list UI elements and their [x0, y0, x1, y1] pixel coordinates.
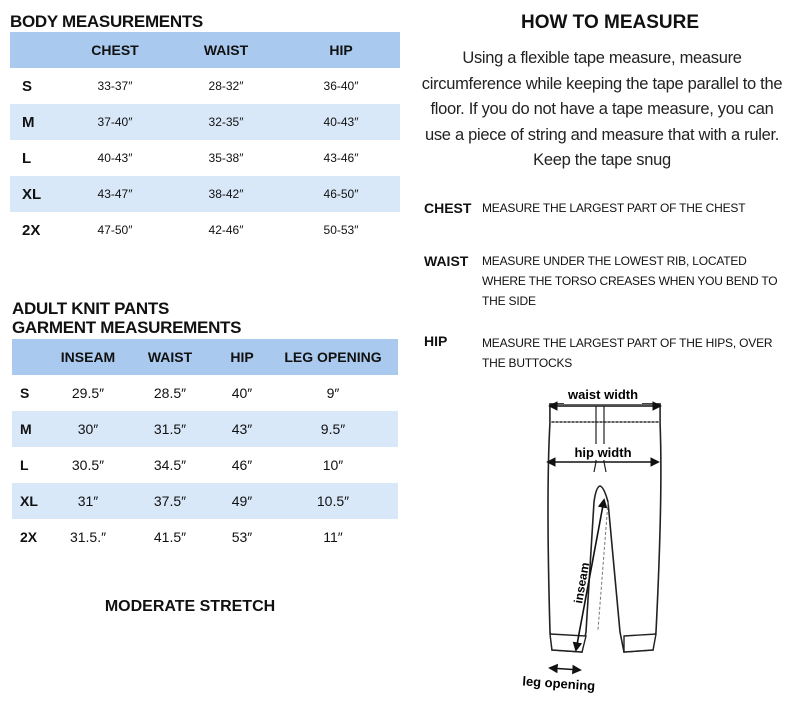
column-header: WAIST [124, 339, 216, 375]
measurement-cell: 42-46″ [208, 223, 244, 237]
measurement-cell: 28.5″ [153, 385, 187, 401]
how-to-measure-text: Using a flexible tape measure, measure circumference while keeping the tape parallel to the floor. If you do not have a tape measure, you can use a piece of string and measure that with a ruler. Keep the tape snug [421, 49, 783, 169]
hip-width-label: hip width [574, 445, 632, 460]
leg-opening-arrow [550, 668, 580, 670]
column-header: LEG OPENING [268, 339, 398, 375]
measurement-cell: 36-40″ [323, 79, 359, 93]
how-to-measure-title: HOW TO MEASURE [520, 12, 700, 33]
measurement-cell: 10.5″ [268, 483, 398, 519]
table-row [12, 447, 398, 483]
table-header-row [10, 32, 400, 68]
measurement-cell: 37-40″ [60, 104, 170, 140]
stretch-label: MODERATE STRETCH [104, 598, 276, 615]
waist-width-label: waist width [567, 387, 639, 402]
garment-measurements-table [12, 339, 398, 555]
measurement-cell: 10″ [322, 457, 344, 473]
measurement-cell: 47-50″ [97, 223, 133, 237]
measurement-cell: 34.5″ [153, 457, 187, 473]
size-label: 2X [20, 529, 38, 545]
size-label: S [22, 77, 33, 95]
left-cuff [550, 634, 586, 652]
measurement-cell: 31″ [52, 483, 124, 519]
measurement-cell: 30.5″ [71, 457, 105, 473]
size-label: XL [10, 176, 60, 212]
measurement-cell: 31.5.″ [69, 529, 107, 545]
inseam-label: inseam [571, 561, 593, 605]
size-label: S [20, 385, 30, 401]
measurement-cell: 46″ [231, 457, 253, 473]
size-label: M [10, 104, 60, 140]
measurement-cell: 50-53″ [323, 223, 359, 237]
term-hip: HIP [424, 333, 448, 349]
desc-waist: MEASURE UNDER THE LOWEST RIB, LOCATED WHERE THE TORSO CREASES WHEN YOU BEND TO THE SIDE [482, 254, 778, 308]
measurement-cell: 9.5″ [268, 411, 398, 447]
measurement-cell: 43″ [216, 411, 268, 447]
measurement-cell: 28-32″ [208, 79, 244, 93]
measurement-cell: 38-42″ [170, 176, 282, 212]
measurement-cell: 37.5″ [124, 483, 216, 519]
measurement-cell: 43-47″ [60, 176, 170, 212]
measurement-cell: 41.5″ [153, 529, 187, 545]
measurement-cell: 49″ [216, 483, 268, 519]
measurement-cell: 33-37″ [97, 79, 133, 93]
table-row [12, 411, 398, 447]
size-label: L [20, 457, 29, 473]
column-header: INSEAM [52, 339, 124, 375]
table-row [10, 176, 400, 212]
garment-title-line1: ADULT KNIT PANTS [12, 299, 169, 318]
size-label: M [12, 411, 52, 447]
column-header: WAIST [170, 32, 282, 68]
measurement-cell: 32-35″ [170, 104, 282, 140]
measurement-cell: 9″ [326, 385, 340, 401]
table-row [10, 212, 400, 248]
table-row [12, 519, 398, 555]
measurement-cell: 29.5″ [71, 385, 105, 401]
garment-title-line2: GARMENT MEASUREMENTS [12, 318, 242, 337]
header-size [10, 32, 60, 68]
measurement-cell: 46-50″ [282, 176, 400, 212]
term-chest: CHEST [424, 200, 472, 216]
column-header: HIP [282, 32, 400, 68]
desc-chest: MEASURE THE LARGEST PART OF THE CHEST [482, 201, 746, 215]
size-label: XL [12, 483, 52, 519]
table-row [12, 375, 398, 411]
header-size [12, 339, 52, 375]
measurement-cell: 40-43″ [282, 104, 400, 140]
column-header: CHEST [60, 32, 170, 68]
body-measurements-title: BODY MEASUREMENTS [10, 12, 203, 31]
measurement-cell: 30″ [52, 411, 124, 447]
leg-opening-label: leg opening [521, 673, 596, 694]
table-row [12, 483, 398, 519]
size-label: 2X [22, 221, 41, 239]
desc-hip: MEASURE THE LARGEST PART OF THE HIPS, OVER THE BUTTOCKS [482, 336, 773, 370]
column-header: HIP [216, 339, 268, 375]
measurement-cell: 40-43″ [97, 151, 133, 165]
table-row [10, 68, 400, 104]
size-label: L [22, 149, 32, 167]
right-cuff [624, 634, 656, 652]
pants-diagram [520, 382, 680, 698]
body-measurements-table [10, 32, 400, 248]
measurement-cell: 35-38″ [208, 151, 244, 165]
table-row [10, 140, 400, 176]
measurement-cell: 11″ [323, 529, 343, 545]
measurement-cell: 31.5″ [124, 411, 216, 447]
term-waist: WAIST [424, 253, 469, 269]
measurement-cell: 40″ [231, 385, 253, 401]
table-header-row [12, 339, 398, 375]
table-row [10, 104, 400, 140]
measurement-cell: 53″ [231, 529, 253, 545]
measurement-cell: 43-46″ [323, 151, 359, 165]
